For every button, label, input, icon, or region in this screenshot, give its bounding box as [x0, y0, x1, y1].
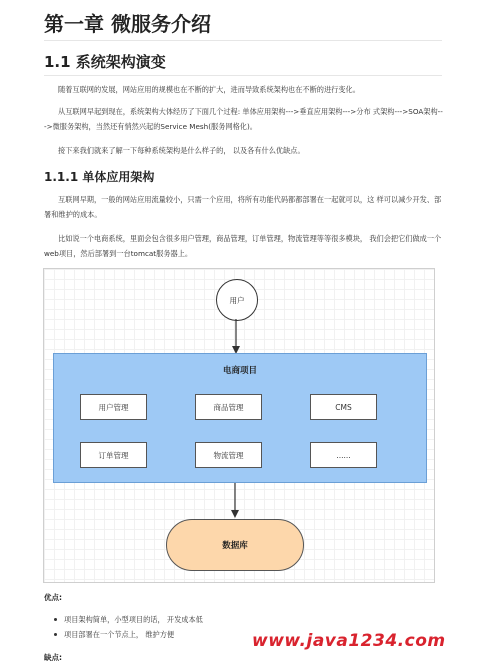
chapter-title: 第一章 微服务介绍: [44, 12, 211, 36]
module-logistics-management: 物流管理: [195, 442, 262, 468]
watermark: www.java1234.com: [252, 631, 446, 651]
database-node: 数据库: [166, 519, 304, 571]
advantage-item: 项目架构简单，小型项目的话， 开发成本低: [52, 612, 203, 627]
section-divider: [44, 75, 442, 76]
advantages-title: 优点:: [44, 593, 62, 602]
advantages-list: [52, 612, 203, 642]
module-more: ......: [310, 442, 377, 468]
section-title: 1.1 系统架构演变: [44, 53, 166, 71]
architecture-diagram: [43, 268, 435, 583]
paragraph-intro: 随着互联网的发展，网站应用的规模也在不断的扩大，进而导致系统架构也在不断的进行变化。: [58, 85, 360, 94]
ecommerce-project-title: 电商项目: [222, 366, 257, 376]
module-user-management: 用户管理: [80, 394, 147, 420]
subsection-title: 1.1.1 单体应用架构: [44, 170, 155, 184]
ecommerce-project-box: [53, 353, 427, 483]
arrow-user-to-project: [230, 319, 242, 355]
advantage-item: 项目部署在一个节点上， 维护方便: [52, 627, 203, 642]
paragraph-next: 接下来我们就来了解一下每种系统架构是什么样子的， 以及各有什么优缺点。: [58, 146, 305, 155]
chapter-divider: [44, 40, 442, 41]
module-product-management: 商品管理: [195, 394, 262, 420]
paragraph-monolith-example: 比如说一个电商系统，里面会包含很多用户管理，商品管理，订单管理，物流管理等等很多模块， 我们会把它们做成一个web项目，然后部署到一台tomcat服务器上。: [44, 234, 442, 258]
paragraph-evolution: 从互联网早起到现在，系统架构大体经历了下面几个过程: 单体应用架构--->垂直应用架构--->分布 式架构--->SOA架构--->微服务架构，当然还有悄然兴起的Service Mesh(服务网格化)。: [44, 107, 443, 131]
arrow-project-to-database: [229, 483, 241, 519]
user-node: 用户: [216, 279, 258, 321]
module-cms: CMS: [310, 394, 377, 420]
paragraph-monolith-intro: 互联网早期，一般的网站应用流量较小，只需一个应用，将所有功能代码都都部署在一起就可以，这 样可以减少开发、部署和维护的成本。: [44, 195, 442, 219]
module-order-management: 订单管理: [80, 442, 147, 468]
disadvantages-title: 缺点:: [44, 653, 62, 662]
